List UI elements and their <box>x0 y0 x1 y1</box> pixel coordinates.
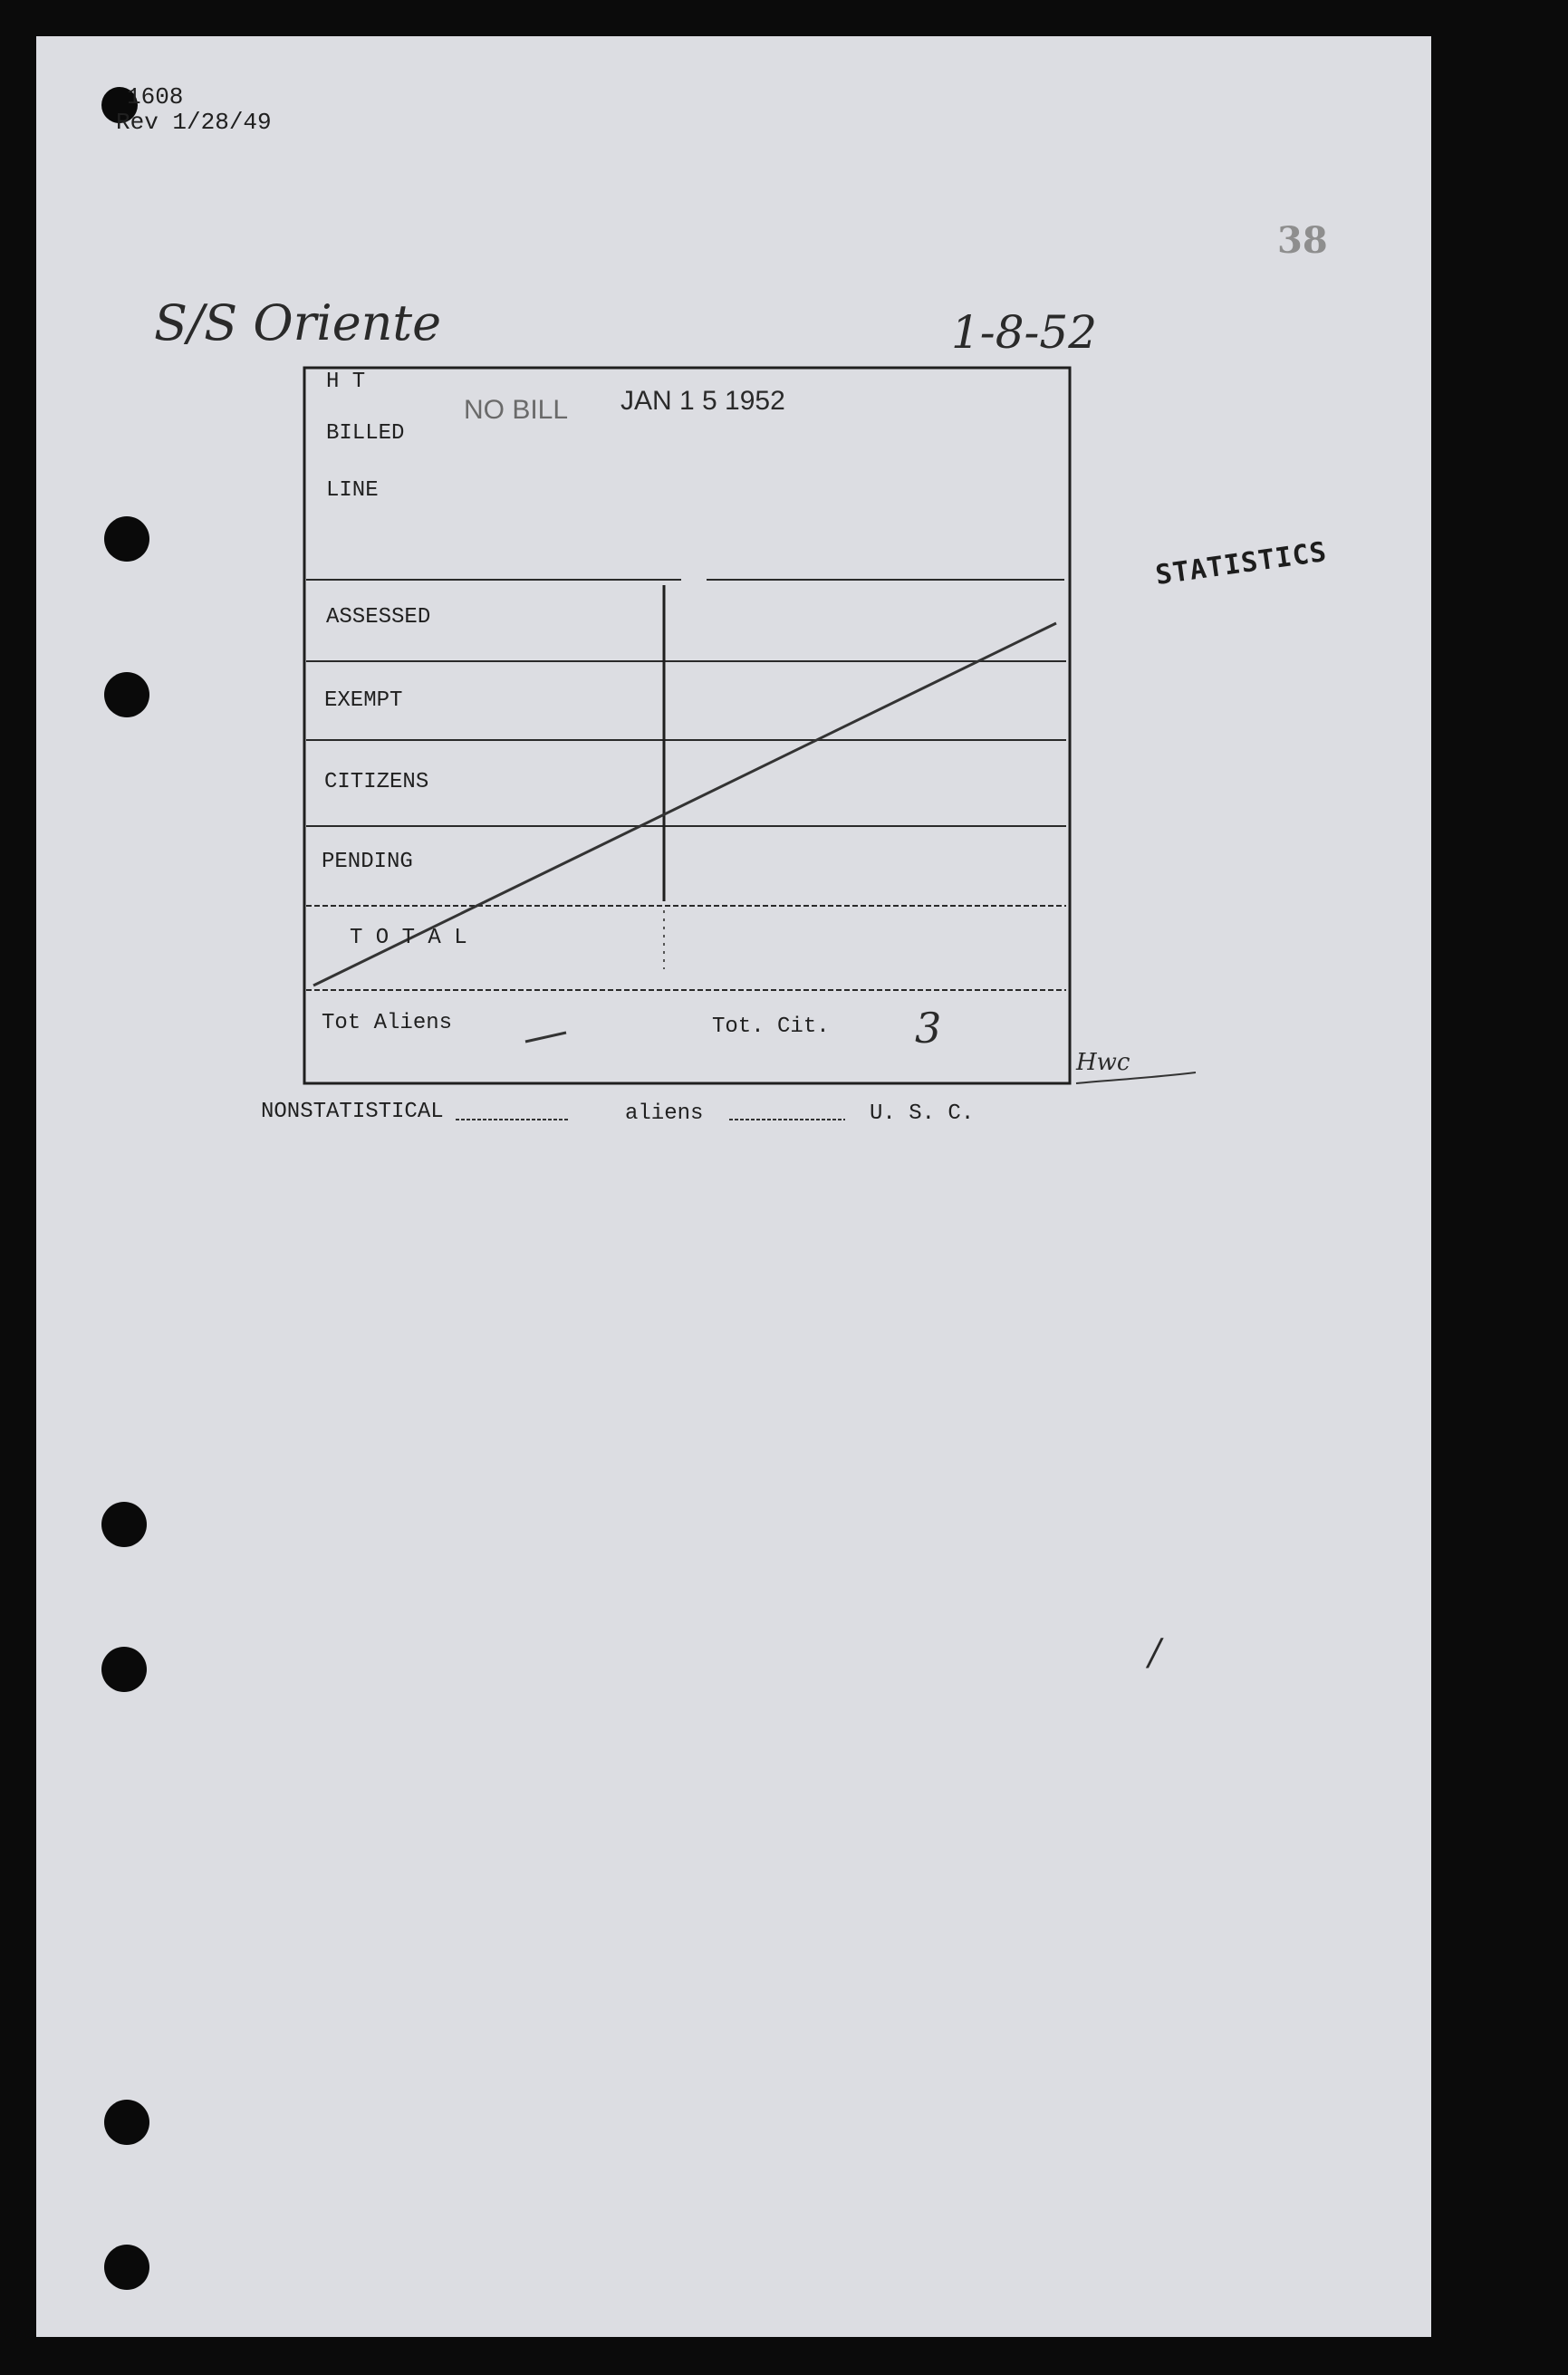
row-label-assessed: ASSESSED <box>326 605 431 630</box>
row-label-billed: BILLED <box>326 421 405 446</box>
header-date: 1-8-52 <box>951 306 1098 359</box>
form-number: 1608 <box>127 83 184 111</box>
usc-label: U. S. C. <box>870 1101 975 1126</box>
total-label: T O T A L <box>350 926 467 950</box>
row-label-ht: H T <box>326 370 366 394</box>
tot-cit-value: 3 <box>915 1004 942 1053</box>
form-revision: Rev 1/28/49 <box>116 109 272 136</box>
no-bill-stamp: NO BILL <box>464 395 569 425</box>
aliens-label: aliens <box>625 1101 704 1126</box>
document-page <box>36 36 1431 2337</box>
initials: Hwc <box>1076 1049 1130 1076</box>
page-number: 38 <box>1277 219 1328 262</box>
vessel-name: S/S Oriente <box>154 294 442 351</box>
tot-aliens-label: Tot Aliens <box>322 1011 453 1035</box>
nonstatistical-label: NONSTATISTICAL <box>261 1100 444 1124</box>
table-grid <box>36 36 1431 2337</box>
tot-cit-label: Tot. Cit. <box>712 1014 830 1039</box>
date-stamp: JAN 1 5 1952 <box>620 386 785 416</box>
row-label-citizens: CITIZENS <box>324 770 429 794</box>
row-label-line: LINE <box>326 478 379 503</box>
row-label-pending: PENDING <box>322 850 413 874</box>
statistics-stamp: STATISTICS <box>1153 535 1330 592</box>
margin-mark: / <box>1149 1632 1161 1674</box>
row-label-exempt: EXEMPT <box>324 688 403 713</box>
